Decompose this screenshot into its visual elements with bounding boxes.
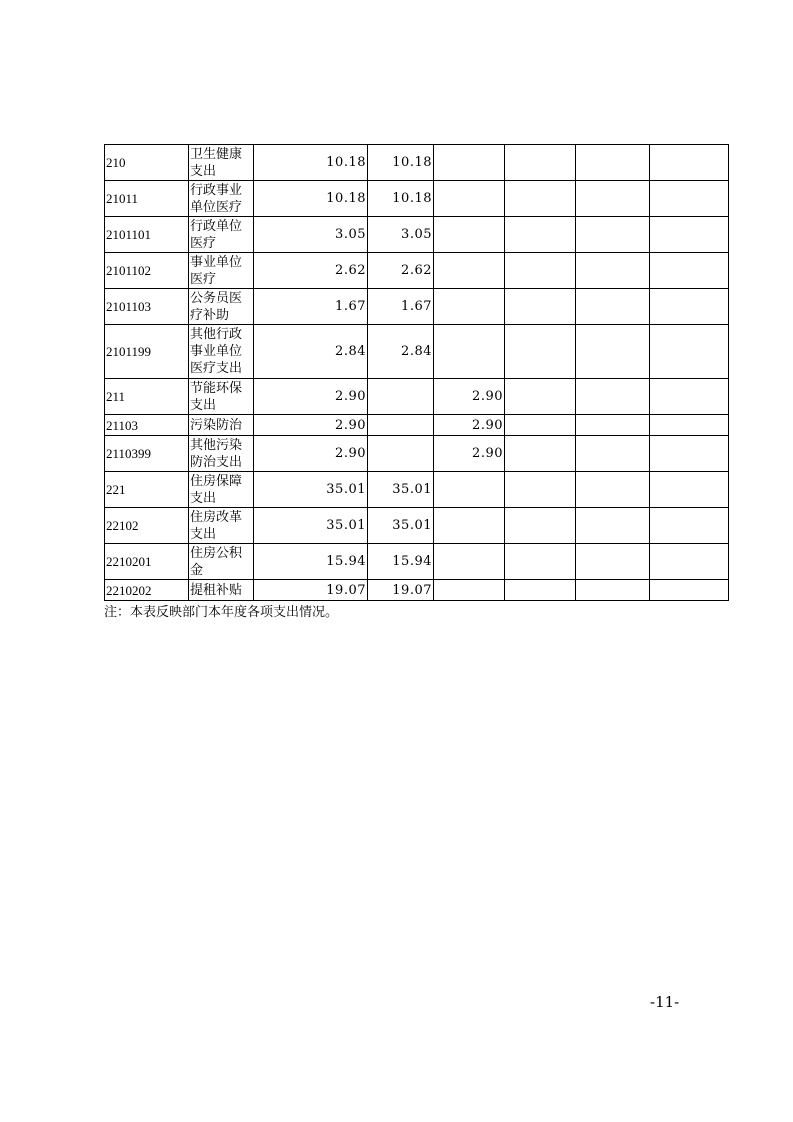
row-code-cell: 2101101 bbox=[105, 217, 189, 253]
row-empty-cell bbox=[650, 472, 729, 508]
row-empty-cell bbox=[650, 580, 729, 601]
row-empty-cell bbox=[576, 145, 650, 181]
row-basic-cell bbox=[368, 415, 434, 436]
row-empty-cell bbox=[505, 580, 576, 601]
row-empty-cell bbox=[576, 436, 650, 472]
row-code-cell: 21011 bbox=[105, 181, 189, 217]
table-row bbox=[105, 145, 729, 181]
row-total-cell: 1.67 bbox=[254, 289, 368, 325]
row-empty-cell bbox=[650, 253, 729, 289]
row-basic-cell: 15.94 bbox=[368, 544, 434, 580]
page-number: -11- bbox=[650, 993, 680, 1011]
row-empty-cell bbox=[576, 253, 650, 289]
row-empty-cell bbox=[576, 289, 650, 325]
row-empty-cell bbox=[650, 145, 729, 181]
row-total-cell: 19.07 bbox=[254, 580, 368, 601]
row-basic-cell: 35.01 bbox=[368, 472, 434, 508]
row-name-cell: 事业单位医疗 bbox=[189, 253, 254, 289]
row-project-cell bbox=[434, 289, 505, 325]
table-row bbox=[105, 436, 729, 472]
row-name-cell: 住房改革支出 bbox=[189, 508, 254, 544]
row-name-cell: 其他污染防治支出 bbox=[189, 436, 254, 472]
row-project-cell bbox=[434, 253, 505, 289]
row-code-cell: 210 bbox=[105, 145, 189, 181]
table-row bbox=[105, 289, 729, 325]
row-total-cell: 3.05 bbox=[254, 217, 368, 253]
row-total-cell: 35.01 bbox=[254, 508, 368, 544]
expenditure-table bbox=[104, 144, 729, 601]
row-empty-cell bbox=[576, 325, 650, 379]
row-name-cell: 住房保障支出 bbox=[189, 472, 254, 508]
row-name-cell: 污染防治 bbox=[189, 415, 254, 436]
row-code-cell: 2101103 bbox=[105, 289, 189, 325]
row-empty-cell bbox=[505, 508, 576, 544]
row-project-cell: 2.90 bbox=[434, 436, 505, 472]
row-code-cell: 2101199 bbox=[105, 325, 189, 379]
row-code-cell: 2101102 bbox=[105, 253, 189, 289]
row-empty-cell bbox=[505, 472, 576, 508]
row-empty-cell bbox=[650, 436, 729, 472]
table-row bbox=[105, 379, 729, 415]
row-code-cell: 221 bbox=[105, 472, 189, 508]
row-empty-cell bbox=[576, 472, 650, 508]
table-row bbox=[105, 508, 729, 544]
row-empty-cell bbox=[576, 544, 650, 580]
row-project-cell bbox=[434, 508, 505, 544]
table-body bbox=[105, 145, 729, 601]
row-basic-cell: 10.18 bbox=[368, 145, 434, 181]
row-name-cell: 节能环保支出 bbox=[189, 379, 254, 415]
row-code-cell: 2110399 bbox=[105, 436, 189, 472]
row-empty-cell bbox=[650, 289, 729, 325]
table-row bbox=[105, 253, 729, 289]
row-name-cell: 提租补贴 bbox=[189, 580, 254, 601]
row-project-cell bbox=[434, 181, 505, 217]
row-empty-cell bbox=[576, 415, 650, 436]
row-empty-cell bbox=[576, 217, 650, 253]
row-empty-cell bbox=[505, 181, 576, 217]
row-total-cell: 15.94 bbox=[254, 544, 368, 580]
row-project-cell bbox=[434, 472, 505, 508]
row-empty-cell bbox=[505, 436, 576, 472]
row-code-cell: 2210202 bbox=[105, 580, 189, 601]
row-empty-cell bbox=[650, 325, 729, 379]
row-empty-cell bbox=[505, 379, 576, 415]
row-project-cell bbox=[434, 217, 505, 253]
row-basic-cell: 35.01 bbox=[368, 508, 434, 544]
row-total-cell: 2.84 bbox=[254, 325, 368, 379]
row-name-cell: 公务员医疗补助 bbox=[189, 289, 254, 325]
row-name-cell: 卫生健康支出 bbox=[189, 145, 254, 181]
row-code-cell: 2210201 bbox=[105, 544, 189, 580]
row-code-cell: 22102 bbox=[105, 508, 189, 544]
row-total-cell: 10.18 bbox=[254, 145, 368, 181]
row-name-cell: 行政事业单位医疗 bbox=[189, 181, 254, 217]
row-total-cell: 10.18 bbox=[254, 181, 368, 217]
row-project-cell: 2.90 bbox=[434, 415, 505, 436]
row-total-cell: 2.90 bbox=[254, 379, 368, 415]
row-empty-cell bbox=[650, 415, 729, 436]
row-empty-cell bbox=[505, 415, 576, 436]
row-code-cell: 21103 bbox=[105, 415, 189, 436]
row-project-cell: 2.90 bbox=[434, 379, 505, 415]
row-project-cell bbox=[434, 325, 505, 379]
row-empty-cell bbox=[505, 253, 576, 289]
row-basic-cell: 19.07 bbox=[368, 580, 434, 601]
row-empty-cell bbox=[650, 217, 729, 253]
row-basic-cell bbox=[368, 379, 434, 415]
row-empty-cell bbox=[576, 379, 650, 415]
row-empty-cell bbox=[505, 217, 576, 253]
row-project-cell bbox=[434, 580, 505, 601]
row-total-cell: 2.90 bbox=[254, 415, 368, 436]
row-empty-cell bbox=[650, 181, 729, 217]
row-basic-cell: 3.05 bbox=[368, 217, 434, 253]
row-empty-cell bbox=[650, 379, 729, 415]
row-empty-cell bbox=[505, 289, 576, 325]
row-empty-cell bbox=[505, 325, 576, 379]
row-project-cell bbox=[434, 145, 505, 181]
table-note: 注：本表反映部门本年度各项支出情况。 bbox=[104, 605, 339, 620]
row-name-cell: 行政单位医疗 bbox=[189, 217, 254, 253]
row-total-cell: 35.01 bbox=[254, 472, 368, 508]
table-row bbox=[105, 181, 729, 217]
row-total-cell: 2.90 bbox=[254, 436, 368, 472]
row-basic-cell: 10.18 bbox=[368, 181, 434, 217]
row-code-cell: 211 bbox=[105, 379, 189, 415]
row-basic-cell: 2.84 bbox=[368, 325, 434, 379]
table-row bbox=[105, 580, 729, 601]
table-row bbox=[105, 544, 729, 580]
row-empty-cell bbox=[576, 508, 650, 544]
table-row bbox=[105, 472, 729, 508]
row-empty-cell bbox=[650, 544, 729, 580]
row-empty-cell bbox=[576, 580, 650, 601]
row-project-cell bbox=[434, 544, 505, 580]
row-basic-cell bbox=[368, 436, 434, 472]
table-row bbox=[105, 325, 729, 379]
row-empty-cell bbox=[576, 181, 650, 217]
table-row bbox=[105, 217, 729, 253]
row-empty-cell bbox=[505, 145, 576, 181]
row-name-cell: 住房公积金 bbox=[189, 544, 254, 580]
row-empty-cell bbox=[505, 544, 576, 580]
row-empty-cell bbox=[650, 508, 729, 544]
row-total-cell: 2.62 bbox=[254, 253, 368, 289]
table-row bbox=[105, 415, 729, 436]
row-name-cell: 其他行政事业单位医疗支出 bbox=[189, 325, 254, 379]
row-basic-cell: 2.62 bbox=[368, 253, 434, 289]
row-basic-cell: 1.67 bbox=[368, 289, 434, 325]
